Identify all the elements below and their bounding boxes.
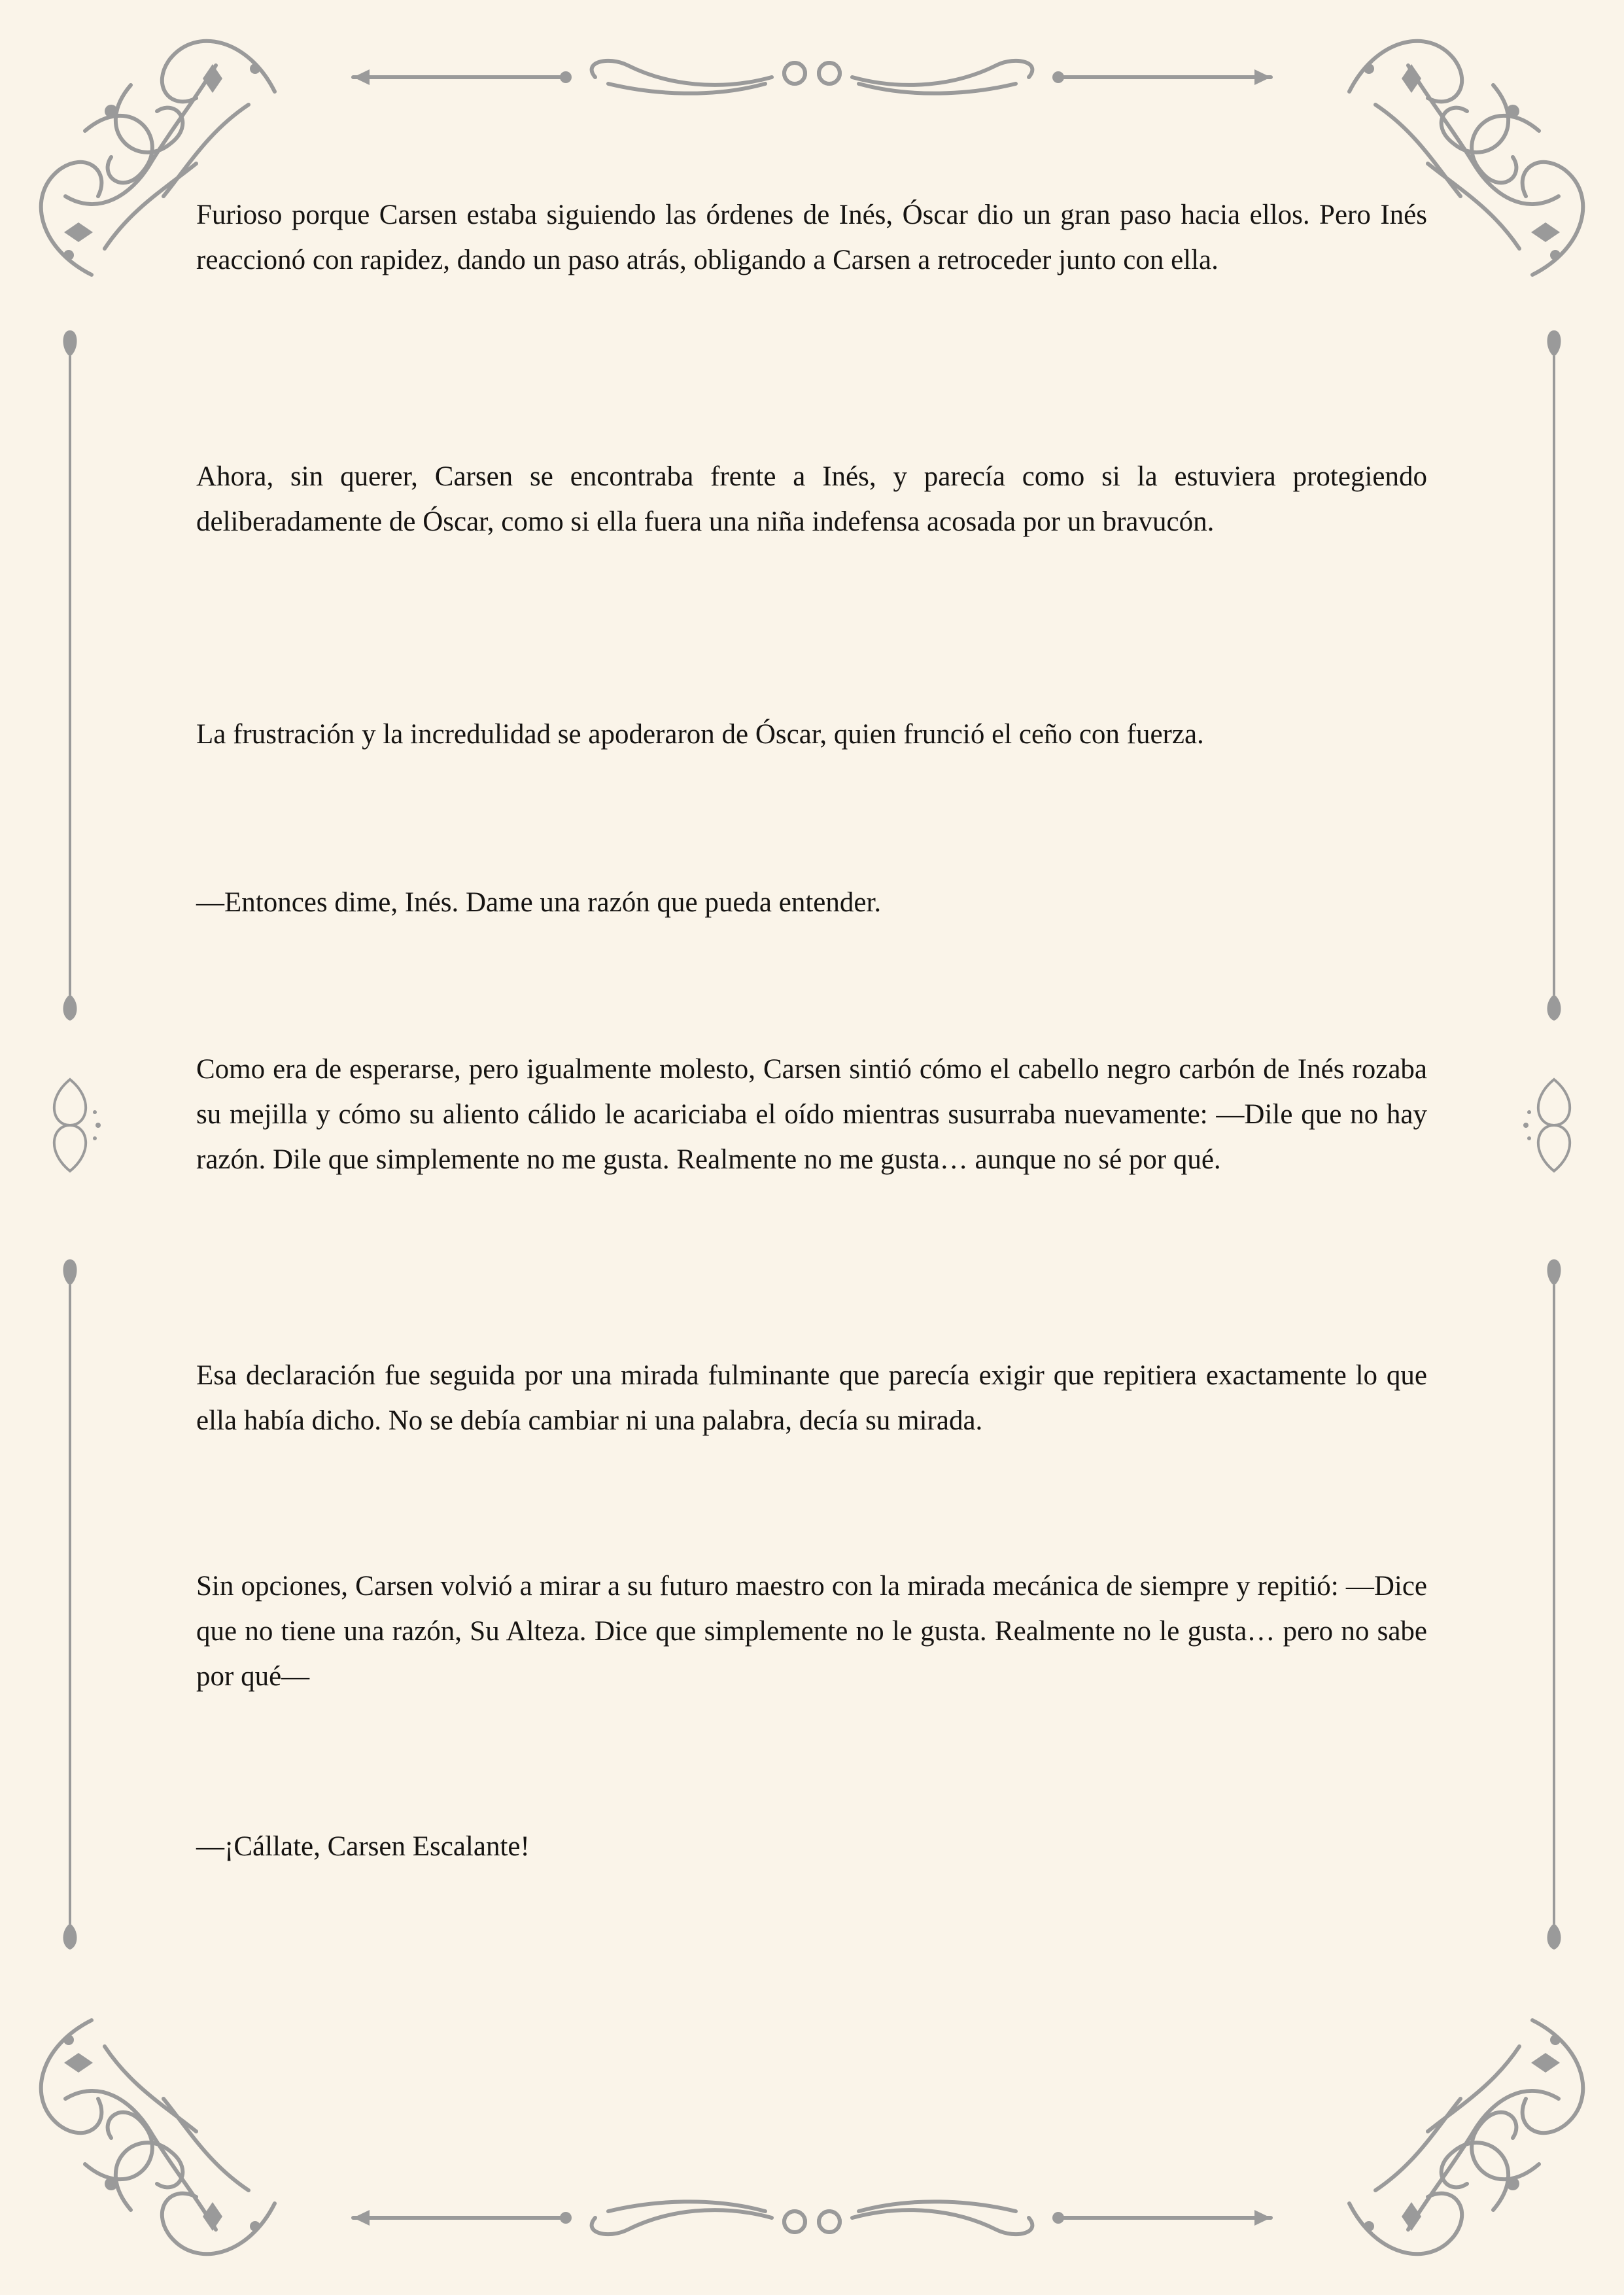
paragraph-4: —Entonces dime, Inés. Dame una razón que pueda entender. [196, 887, 882, 918]
paragraph-8: —¡Cállate, Carsen Escalante! [196, 1831, 530, 1862]
paragraph-3: La frustración y la incredulidad se apoderaron de Óscar, quien frunció el ceño con fuerza. [196, 719, 1204, 750]
paragraph-2: Ahora, sin querer, Carsen se encontraba frente a Inés, y parecía como si la estuviera protegiendo deliberadamente de Óscar, como si ella fuera una niña indefensa acosada por un bravucón. [196, 461, 1427, 537]
paragraph-7: Sin opciones, Carsen volvió a mirar a su futuro maestro con la mirada mecánica de siempre y repitió: —Dice que no tiene una razón, Su Alteza. Dice que simplemente no le gusta. Realmente no le gusta… pero no sabe por qué— [196, 1571, 1427, 1692]
paragraph-1: Furioso porque Carsen estaba siguiendo las órdenes de Inés, Óscar dio un gran paso hacia ellos. Pero Inés reaccionó con rapidez, dando un paso atrás, obligando a Carsen a retroceder junto con ella. [196, 200, 1427, 275]
paragraph-6: Esa declaración fue seguida por una mirada fulminante que parecía exigir que repitiera exactamente lo que ella había dicho. No se debía cambiar ni una palabra, decía su mirada. [196, 1360, 1427, 1436]
paragraph-5: Como era de esperarse, pero igualmente molesto, Carsen sintió cómo el cabello negro carbón de Inés rozaba su mejilla y cómo su aliento cálido le acariciaba el oído mientras susurraba nuevamente: —Dile que no hay razón. Dile que simplemente no me gusta. Realmente no me gusta… aunque no sé por qué. [196, 1054, 1427, 1175]
